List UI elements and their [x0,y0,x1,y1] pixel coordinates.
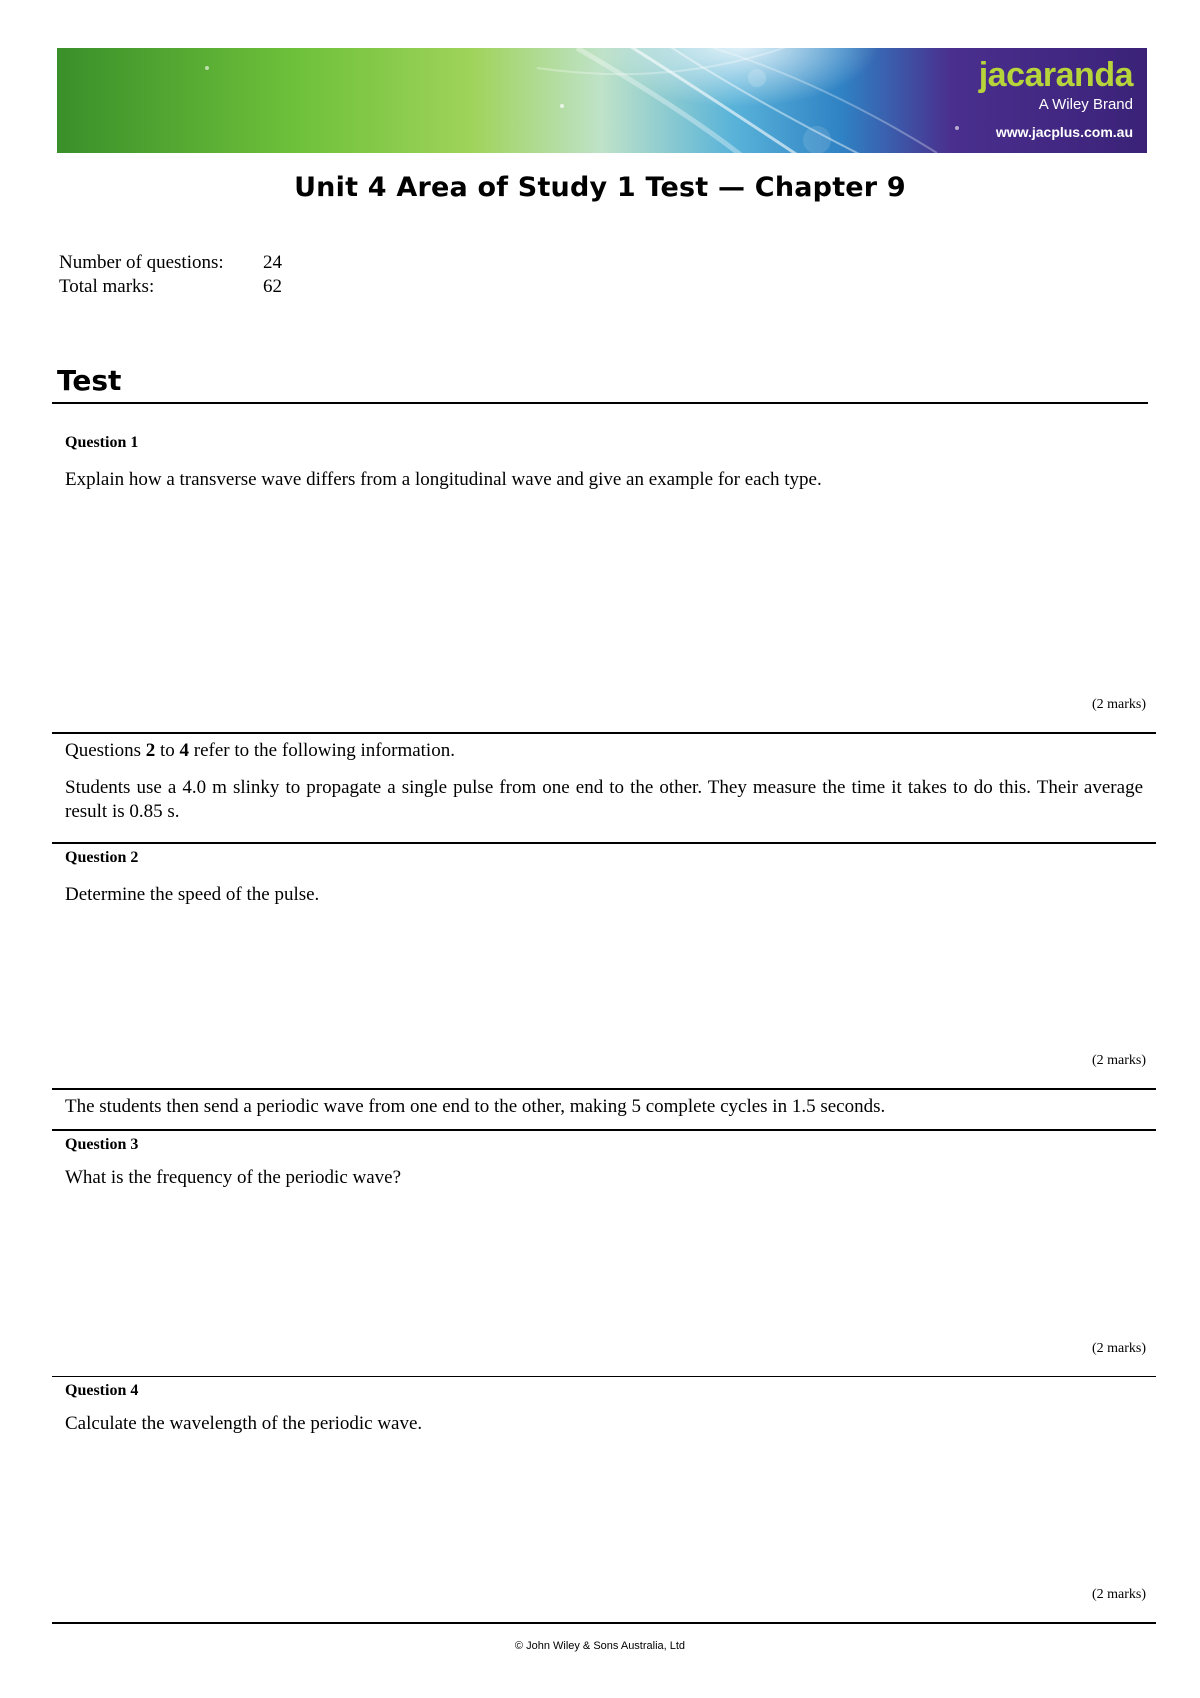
info-intro [65,739,1145,763]
question-label: Question 3 [65,1136,139,1153]
info-text: Students use a 4.0 m slinky to propagate a single pulse from one end to the other. They measure the time it takes to do this. Their average result is 0.85 s. [65,777,1143,822]
question-divider [52,1376,1156,1377]
info-question-to: 4 [179,740,190,761]
meta-row-marks [59,275,282,299]
test-meta [59,251,282,299]
question-text: What is the frequency of the periodic wave? [65,1167,402,1188]
marks-label: (2 marks) [1091,697,1146,712]
page-title: Unit 4 Area of Study 1 Test — Chapter 9 [294,172,906,203]
meta-row-questions [59,251,282,275]
brand-url: www.jacplus.com.au [995,124,1133,140]
info-text: Questions [65,740,146,761]
question-divider [52,842,1156,844]
info-text: The students then send a periodic wave from one end to the other, making 5 complete cycles in 1.5 seconds. [65,1096,886,1117]
question-divider [52,732,1156,734]
info-text: refer to the following information. [189,740,455,761]
question-divider [52,1129,1156,1131]
header-banner [57,48,1147,153]
info-question-from: 2 [145,740,156,761]
question-text: Calculate the wavelength of the periodic wave. [65,1413,423,1434]
footer-divider [52,1622,1156,1624]
meta-label: Total marks: [59,276,155,297]
marks-label: (2 marks) [1091,1341,1146,1356]
question-text: Determine the speed of the pulse. [65,884,320,905]
question-divider [52,1088,1156,1090]
question-label: Question 1 [65,434,139,451]
info-text: to [155,740,180,761]
question-label: Question 2 [65,849,139,866]
question-text: Explain how a transverse wave differs from a longitudinal wave and give an example for each type. [65,469,822,490]
meta-label: Number of questions: [59,252,224,273]
meta-value: 24 [263,252,282,273]
meta-value: 62 [263,276,282,297]
section-divider [52,402,1148,404]
section-heading: Test [57,364,122,397]
marks-label: (2 marks) [1091,1053,1146,1068]
question-label: Question 4 [65,1382,139,1399]
brand-logo: jacaranda [978,56,1133,94]
copyright-footer: © John Wiley & Sons Australia, Ltd [514,1640,686,1652]
marks-label: (2 marks) [1091,1587,1146,1602]
brand-tagline: A Wiley Brand [1038,96,1133,113]
